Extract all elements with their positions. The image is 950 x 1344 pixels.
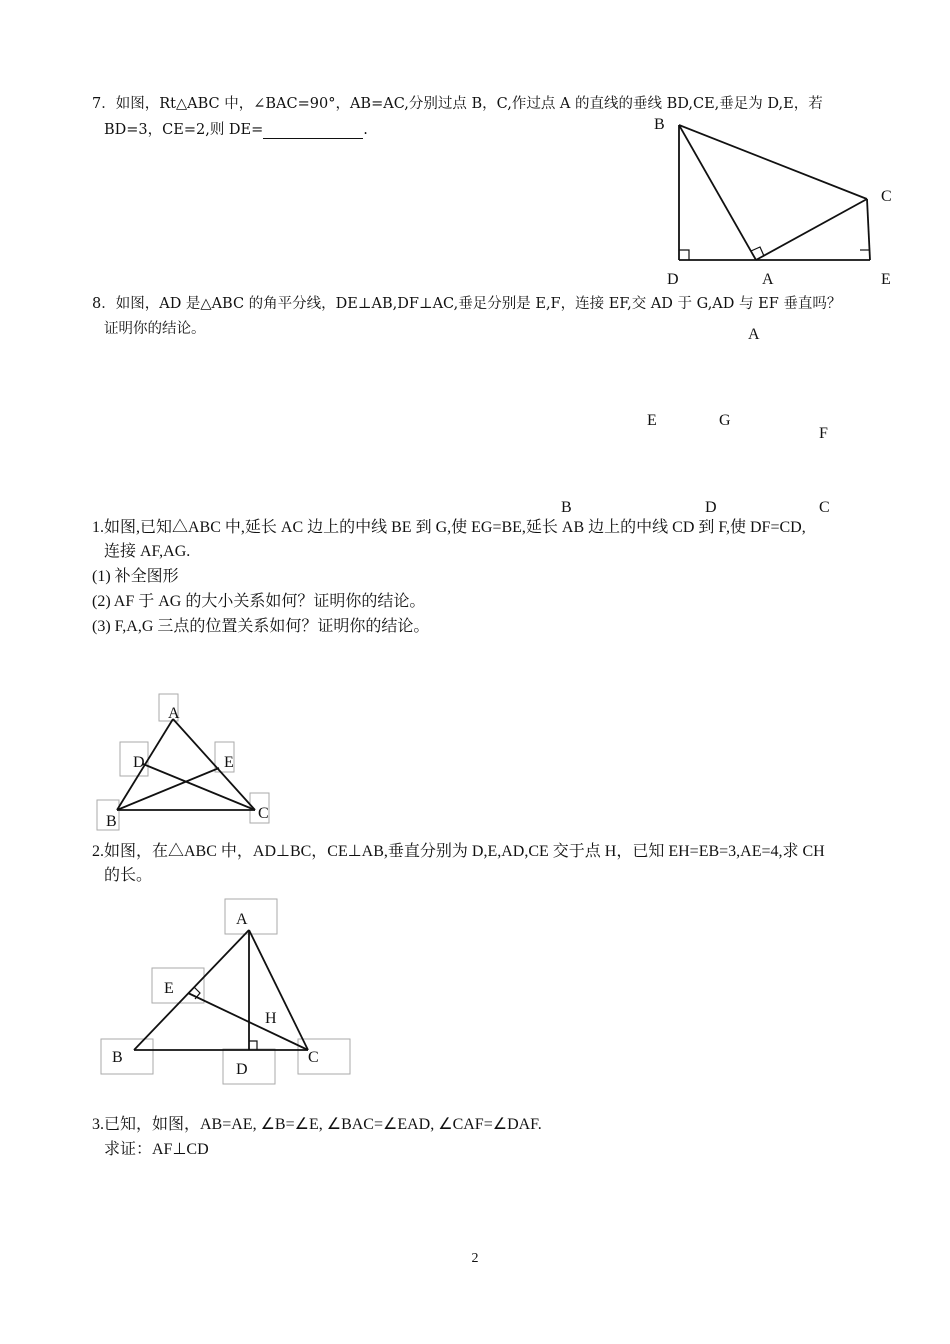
p2-text-line2: 的长。 [104,867,153,884]
p1-item-2: (2) AF 于 AG 的大小关系如何？证明你的结论。 [92,593,426,610]
q7-text-line1: 7．如图，Rt△ABC 中，∠BAC=90°，AB=AC,分别过点 B，C,作过点 A 的直线的垂线 BD,CE,垂足为 D,E，若 [92,96,823,112]
p1-label-a: A [168,705,180,722]
q8-label-d: D [705,499,717,516]
p2-text-line1: 2.如图，在△ABC 中，AD⊥BC，CE⊥AB,垂直分别为 D,E,AD,CE 交于点 H，已知 EH=EB=3,AE=4,求 CH [92,843,825,860]
q7-label-d: D [667,271,679,288]
p2-label-box-a [225,899,277,934]
p3-text-line1: 3.已知，如图，AB=AE, ∠B=∠E, ∠BAC=∠EAD, ∠CAF=∠DAF. [92,1116,542,1133]
q8-label-e: E [647,412,657,429]
q7-label-b: B [654,116,665,133]
q7-text-line2-post: . [363,122,368,138]
p2-label-e: E [164,980,174,997]
p2-label-a: A [236,911,248,928]
p1-label-b: B [106,813,117,830]
p1-item-1: (1) 补全图形 [92,568,179,585]
p2-label-d: D [236,1061,248,1078]
q8-label-g: G [719,412,731,429]
q8-text-line1: 8．如图，AD 是△ABC 的角平分线，DE⊥AB,DF⊥AC,垂足分别是 E,F，连接 EF,交 AD 于 G,AD 与 EF 垂直吗？ [92,296,842,312]
p2-label-h: H [265,1010,277,1027]
q7-label-e: E [881,271,891,288]
q8-label-c: C [819,499,830,516]
p1-label-d: D [133,754,145,771]
p1-text-line2: 连接 AF,AG. [104,543,191,560]
q7-label-c: C [881,188,892,205]
p2-label-box-d [223,1049,275,1084]
p2-segment-ce [188,993,308,1050]
q7-label-a: A [762,271,774,288]
p1-item-3: (3) F,A,G 三点的位置关系如何？证明你的结论。 [92,618,430,635]
p2-segment-ab [134,930,249,1050]
p1-label-c: C [258,805,269,822]
q8-label-b: B [561,499,572,516]
q8-label-a: A [748,326,760,343]
q7-text-line2-pre: BD=3，CE=2,则 DE= [104,122,264,138]
p3-text-line2: 求证：AF⊥CD [104,1141,209,1158]
p1-label-e: E [224,754,234,771]
p1-text-line1: 1.如图,已知△ABC 中,延长 AC 边上的中线 BE 到 G,使 EG=BE,延长 AB 边上的中线 CD 到 F,使 DF=CD, [92,519,806,536]
q8-label-f: F [819,425,828,442]
p2-segment-ac [249,930,308,1050]
p2-label-box-b [101,1039,153,1074]
page-number: 2 [471,1251,479,1266]
p2-label-b: B [112,1049,123,1066]
q8-text-line2: 证明你的结论。 [104,321,206,337]
p2-label-c: C [308,1049,319,1066]
